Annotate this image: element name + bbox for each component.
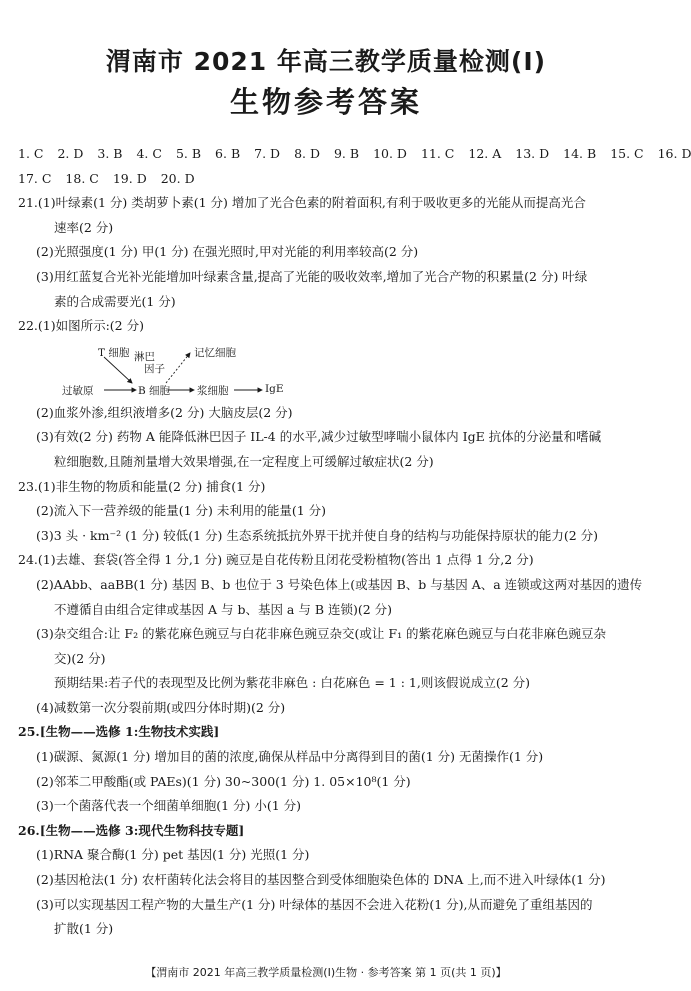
choice-answer: 11. C — [420, 146, 455, 161]
q24-line: (3)杂交组合:让 F₂ 的紫花麻色豌豆与白花非麻色豌豆杂交(或让 F₁ 的紫花麻色豌豆与白花非麻色豌豆杂 — [36, 626, 607, 642]
q26-line: (2)基因枪法(1 分) 农杆菌转化法会将目的基因整合到受体细胞染色体的 DNA 上,而不进入叶绿体(1 分) — [36, 872, 606, 888]
q21-line: 素的合成需要光(1 分) — [54, 293, 176, 309]
diagram-factor: 因子 — [144, 362, 165, 375]
page-footer: 【渭南市 2021 年高三教学质量检测(Ⅰ)生物 · 参考答案 第 1 页(共 1 页)】 — [145, 966, 507, 979]
q22-line: 粒细胞数,且随剂量增大效果增强,在一定程度上可缓解过敏症状(2 分) — [54, 453, 434, 469]
arrow-b-to-memory — [166, 353, 190, 383]
q21-line: (3)用红蓝复合光补光能增加叶绿素含量,提高了光能的吸收效率,增加了光合产物的积累量(2 分) 叶绿 — [36, 268, 588, 284]
diagram-b-cell: B 细胞 — [138, 384, 171, 397]
q26-line: (1)RNA 聚合酶(1 分) pet 基因(1 分) 光照(1 分) — [36, 847, 310, 863]
q26-line: 扩散(1 分) — [54, 921, 114, 937]
q25-heading: 25.[生物——选修 1:生物技术实践] — [18, 724, 220, 740]
q21-line: 速率(2 分) — [54, 219, 114, 235]
q23-line: (3)3 头 · km⁻² (1 分) 较低(1 分) 生态系统抵抗外界干扰并使自身的结构与功能保持原状的能力(2 分) — [36, 527, 599, 543]
q24-line: (2)AAbb、aaBB(1 分) 基因 B、b 也位于 3 号染色体上(或基因 B、b 与基因 A、a 连锁或这两对基因的遗传 — [36, 576, 643, 592]
q25-line: (3)一个菌落代表一个细菌单细胞(1 分) 小(1 分) — [36, 798, 302, 814]
q22-line: (3)有效(2 分) 药物 A 能降低淋巴因子 IL-4 的水平,减少过敏型哮喘小鼠体内 IgE 抗体的分泌量和嗜碱 — [36, 429, 602, 445]
choice-answer: 18. C — [65, 170, 99, 186]
choice-answers-row-1 — [18, 142, 691, 167]
choice-answer: 5. B — [175, 146, 202, 161]
choice-answer: 2. D — [57, 146, 84, 161]
q26-line: (3)可以实现基因工程产物的大量生产(1 分) 叶绿体的基因不会进入花粉(1 分),从而避免了重组基因的 — [36, 896, 593, 912]
choice-answer: 16. D — [657, 146, 691, 161]
choice-answer: 14. B — [563, 146, 597, 161]
choice-answer: 1. C — [18, 146, 44, 161]
q22-line: 22.(1)如图所示:(2 分) — [18, 318, 144, 334]
answer-key-title: 生物参考答案 — [229, 85, 422, 119]
q23-line: 23.(1)非生物的物质和能量(2 分) 捕食(1 分) — [18, 478, 266, 494]
q24-line: 不遵循自由组合定律或基因 A 与 b、基因 a 与 B 连锁)(2 分) — [54, 601, 393, 617]
q26-heading: 26.[生物——选修 3:现代生物科技专题] — [18, 822, 245, 838]
choice-answer: 19. D — [112, 170, 147, 186]
diagram-memory-cell: 记忆细胞 — [194, 346, 236, 359]
choice-answer: 8. D — [294, 146, 320, 161]
q23-line: (2)流入下一营养级的能量(1 分) 未利用的能量(1 分) — [36, 503, 327, 519]
diagram-lymph: 淋巴 — [134, 350, 155, 363]
choice-answers-row-2 — [18, 167, 638, 192]
diagram-plasma-cell: 浆细胞 — [197, 384, 229, 397]
choice-answer: 9. B — [333, 146, 360, 161]
choice-answer: 12. A — [468, 146, 502, 161]
choice-answer: 20. D — [160, 170, 195, 186]
choice-answer: 7. D — [254, 146, 281, 161]
q24-line: 24.(1)去雄、套袋(答全得 1 分,1 分) 豌豆是自花传粉且闭花受粉植物(答出 1 点得 1 分,2 分) — [18, 552, 534, 568]
q24-line: 预期结果:若子代的表现型及比例为紫花非麻色 : 白花麻色 = 1 : 1,则该假说成立(2 分) — [54, 675, 531, 691]
choice-answer: 15. C — [610, 146, 644, 161]
diagram-ige: IgE — [265, 382, 284, 395]
choice-answer: 13. D — [515, 146, 550, 161]
arrow-t-to-b — [104, 357, 132, 383]
choice-answer: 3. B — [97, 146, 123, 161]
choice-answer: 4. C — [136, 146, 162, 161]
q21-line: (2)光照强度(1 分) 甲(1 分) 在强光照时,甲对光能的利用率较高(2 分) — [36, 244, 419, 260]
q21-line: 21.(1)叶绿素(1 分) 类胡萝卜素(1 分) 增加了光合色素的附着面积,有利于吸收更多的光能从而提高光合 — [18, 195, 586, 211]
q25-line: (1)碳源、氮源(1 分) 增加目的菌的浓度,确保从样品中分离得到目的菌(1 分) 无菌操作(1 分) — [36, 749, 544, 765]
choice-answer: 6. B — [215, 146, 241, 161]
q25-line: (2)邻苯二甲酸酯(或 PAEs)(1 分) 30~300(1 分) 1. 05×10⁸(1 分) — [36, 773, 411, 789]
exam-title: 渭南市 2021 年高三教学质量检测(Ⅰ) — [105, 47, 547, 76]
q24-line: (4)减数第一次分裂前期(或四分体时期)(2 分) — [36, 699, 286, 715]
diagram-allergen: 过敏原 — [62, 384, 94, 397]
choice-answer: 17. C — [18, 170, 52, 186]
q24-line: 交)(2 分) — [54, 650, 106, 666]
q22-line: (2)血浆外渗,组织液增多(2 分) 大脑皮层(2 分) — [36, 404, 293, 420]
choice-answer: 10. D — [373, 146, 407, 161]
immune-response-diagram — [18, 339, 638, 401]
diagram-t-cell: T 细胞 — [98, 346, 130, 359]
answer-content — [18, 142, 691, 942]
